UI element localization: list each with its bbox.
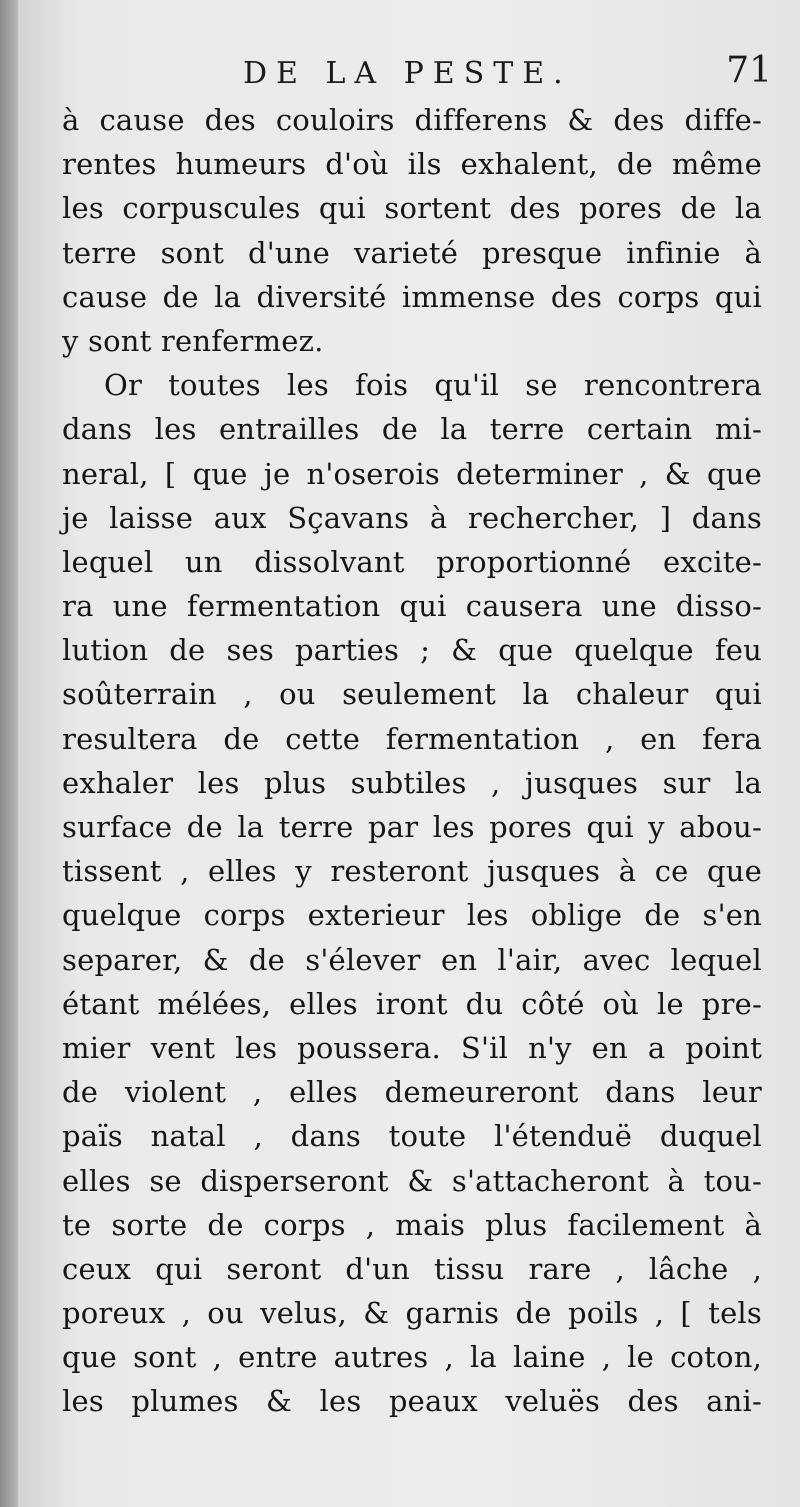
text-line: ra une fermentation qui causera une disso-: [62, 589, 762, 624]
text-line: cause de la diversité immense des corps qui: [62, 279, 762, 314]
text-line: y sont renfermez.: [62, 323, 324, 358]
text-line: terre sont d'une varieté presque infinie à: [62, 235, 762, 270]
text-line: surface de la terre par les pores qui y abou-: [62, 810, 762, 844]
text-line: soûterrain , ou seulement la chaleur qui: [62, 677, 762, 712]
book-page: [18, 0, 800, 1507]
scan-page-edge: [0, 0, 20, 1507]
text-line: mier vent les poussera. S'il n'y en a point: [62, 1030, 762, 1065]
text-line: de violent , elles demeureront dans leur: [62, 1075, 762, 1110]
text-line: que sont , entre autres , la laine , le coton,: [62, 1340, 762, 1375]
text-line: à cause des couloirs differens & des diffe-: [62, 103, 762, 137]
text-line: rentes humeurs d'où ils exhalent, de même: [62, 147, 762, 182]
text-line: je laisse aux Sçavans à rechercher, ] dans: [62, 500, 762, 535]
text-line: poreux , ou velus, & garnis de poils , [ tels: [62, 1296, 762, 1331]
page-header: [18, 50, 800, 100]
text-line-paragraph-start: Or toutes les fois qu'il se rencontrera: [104, 368, 762, 403]
text-line: tissent , elles y resteront jusques à ce que: [62, 854, 762, 889]
text-line: dans les entrailles de la terre certain mi-: [62, 412, 762, 447]
text-line: elles se disperseront & s'attacheront à tou-: [62, 1163, 762, 1198]
text-line: neral, [ que je n'oserois determiner , & que: [62, 456, 762, 491]
text-line: païs natal , dans toute l'étenduë duquel: [62, 1119, 762, 1154]
text-line: lution de ses parties ; & que quelque feu: [62, 633, 762, 668]
text-line: étant mélées, elles iront du côté où le pre-: [62, 986, 762, 1021]
text-line: resultera de cette fermentation , en fera: [62, 721, 762, 756]
text-line: te sorte de corps , mais plus facilement à: [62, 1207, 762, 1242]
body-text: [62, 98, 762, 1424]
text-line: lequel un dissolvant proportionné excite-: [62, 544, 762, 579]
text-line: exhaler les plus subtiles , jusques sur la: [62, 765, 762, 800]
text-line: les plumes & les peaux veluës des ani-: [62, 1384, 762, 1419]
text-line: les corpuscules qui sortent des pores de la: [62, 191, 762, 226]
text-line: ceux qui seront d'un tissu rare , lâche ,: [62, 1251, 762, 1286]
text-line: quelque corps exterieur les oblige de s'en: [62, 898, 762, 933]
running-head: DE LA PESTE.: [243, 56, 572, 91]
text-line: separer, & de s'élever en l'air, avec lequel: [62, 942, 762, 977]
page-number: 71: [726, 50, 772, 91]
